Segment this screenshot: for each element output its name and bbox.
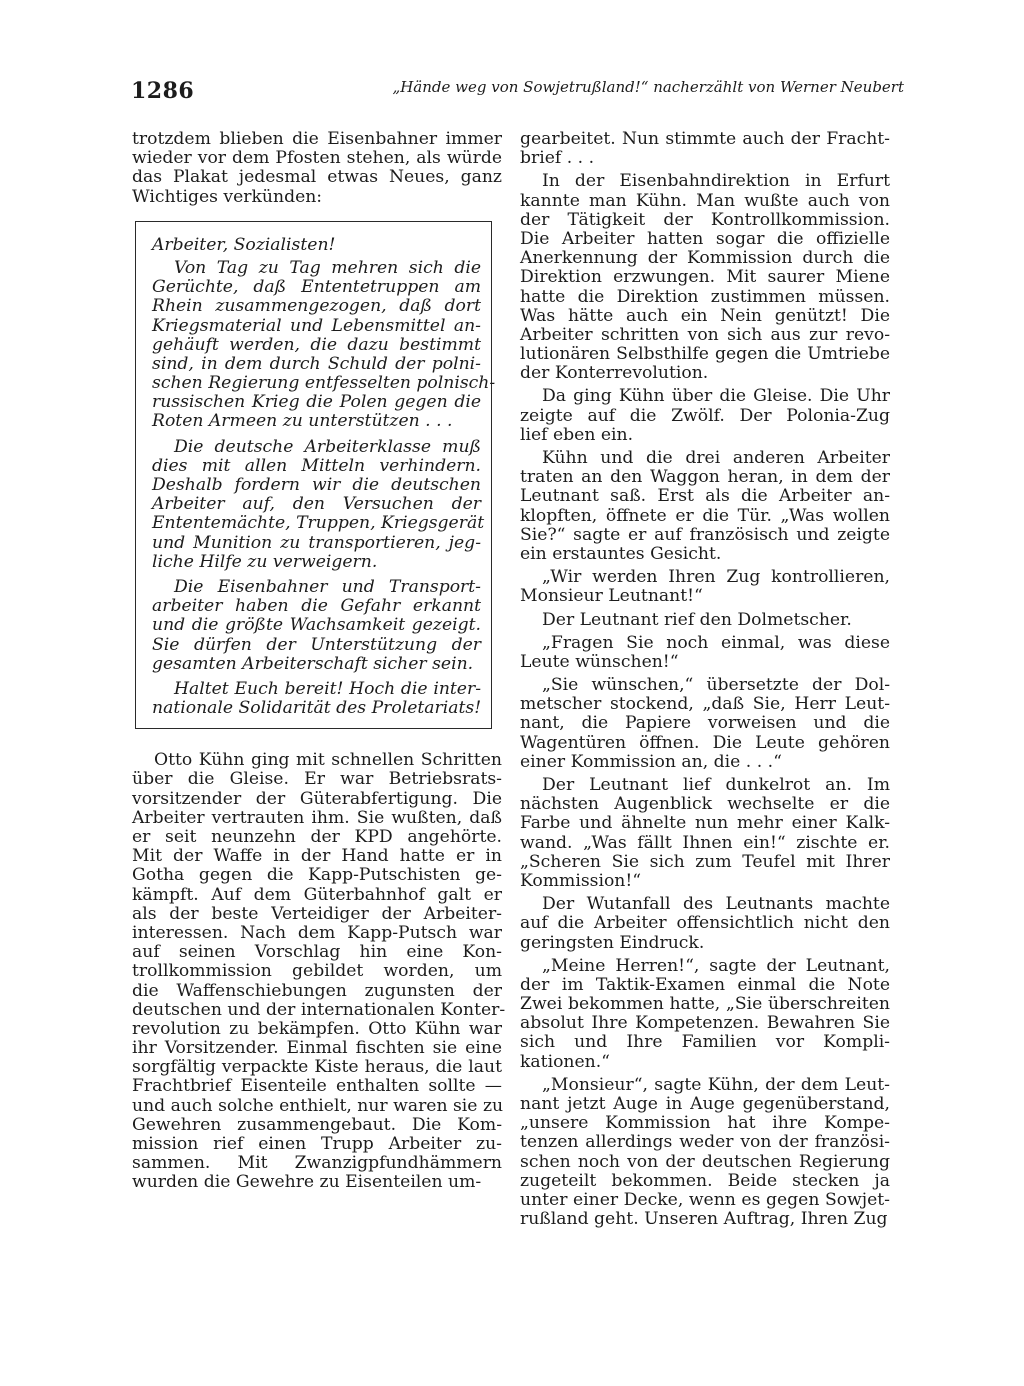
text-line: Kommission!“ xyxy=(520,870,642,891)
text-line: der Konterrevolution. xyxy=(520,363,709,384)
text-line: Deshalb fordern wir die deutschen xyxy=(152,475,481,495)
text-line: einer Kommission an, die . . .“ xyxy=(520,751,782,772)
text-line: „Meine Herren!“, sagte der Leutnant, xyxy=(542,955,890,976)
body-paragraph xyxy=(520,776,890,891)
text-line: nächsten Augenblick wechselte er die xyxy=(520,794,890,815)
text-line: wand. „Was fällt Ihnen ein!“ zischte er. xyxy=(520,832,890,853)
text-line: über die Gleise. Er war Betriebsrats- xyxy=(132,769,502,790)
left-column xyxy=(132,129,506,1193)
text-line: zeigte auf die Zwölf. Der Polonia-Zug xyxy=(520,405,890,426)
text-line: Sie dürfen der Unterstützung der xyxy=(152,634,481,655)
text-line: Roten Armeen zu unterstützen . . . xyxy=(152,411,453,432)
text-line: Zwei bekommen hatte, „Sie überschreiten xyxy=(520,994,890,1015)
proclamation-paragraph xyxy=(152,578,481,674)
body-paragraph xyxy=(520,957,890,1072)
text-line: Monsieur Leutnant!“ xyxy=(520,586,703,607)
text-line: wurden die Gewehre zu Eisenteilen um- xyxy=(132,1172,482,1193)
text-line: und Munition zu transportieren, jeg- xyxy=(152,532,481,553)
text-line: ein erstauntes Gesicht. xyxy=(520,543,722,564)
text-line: Da ging Kühn über die Gleise. Die Uhr xyxy=(542,386,890,407)
text-line: Gotha gegen die Kapp-Putschisten ge- xyxy=(132,865,502,886)
text-line: gehäuft werden, die dazu bestimmt xyxy=(152,334,481,355)
text-line: russischen Krieg die Polen gegen die xyxy=(152,392,481,413)
text-line: zugeteilt bekommen. Beide stecken ja xyxy=(520,1170,890,1191)
text-line: sammen. Mit Zwanzigpfundhämmern xyxy=(132,1153,502,1174)
text-line: nant, die Papiere vorweisen und die xyxy=(520,713,890,734)
text-line: brief . . . xyxy=(520,148,595,169)
body-paragraph xyxy=(520,676,890,772)
body-paragraph xyxy=(520,568,890,606)
body-paragraph xyxy=(520,449,890,564)
text-line: nationale Solidarität des Proletariats! xyxy=(152,698,482,719)
text-line: er seit neunzehn der KPD angehörte. xyxy=(132,827,502,847)
text-line: revolution zu bekämpfen. Otto Kühn war xyxy=(132,1018,502,1039)
text-line: trollkommission gebildet worden, um xyxy=(132,961,502,982)
text-line: tenzen allerdings weder von der französi- xyxy=(520,1132,890,1153)
text-line: dies mit allen Mitteln verhindern. xyxy=(152,455,481,476)
text-line: sich und Ihre Familien vor Kompli- xyxy=(520,1032,890,1053)
text-line: nant jetzt Auge in Auge gegenüberstand, xyxy=(520,1094,890,1114)
proclamation-heading: Arbeiter, Sozialisten! xyxy=(152,234,336,255)
text-line: metscher stockend, „daß Sie, Herr Leut- xyxy=(520,694,890,715)
text-line: der im Taktik-Examen einmal die Note xyxy=(520,974,890,995)
proclamation-paragraph xyxy=(152,257,496,432)
proclamation-paragraph xyxy=(152,680,481,718)
text-line: Frachtbrief Eisenteile enthalten sollte — xyxy=(132,1076,502,1097)
text-line: Rhein zusammengezogen, daß dort xyxy=(152,296,481,317)
text-line: „unsere Kommission hat ihre Kompe- xyxy=(520,1113,890,1134)
text-line: Der Leutnant rief den Dolmetscher. xyxy=(542,609,852,630)
right-column xyxy=(520,130,890,1229)
text-line: schen Regierung entfesselten polnisch- xyxy=(152,373,496,394)
body-paragraph xyxy=(520,611,890,630)
text-line: Farbe und ähnelte nun mehr einer Kalk- xyxy=(520,813,890,834)
text-line: trotzdem blieben die Eisenbahner immer xyxy=(132,129,502,149)
text-line: In der Eisenbahndirektion in Erfurt xyxy=(542,171,890,192)
text-line: Arbeiter schritten von sich aus zur revo- xyxy=(520,324,890,345)
text-line: unter einer Decke, wenn es gegen Sowjet- xyxy=(520,1189,890,1210)
text-line: Gerüchte, daß Ententetruppen am xyxy=(152,277,481,298)
text-line: Leute wünschen!“ xyxy=(520,651,679,672)
text-line: Kriegsmaterial und Lebensmittel an- xyxy=(152,315,481,336)
text-line: Anerkennung der Kommission durch die xyxy=(520,248,890,269)
text-line: ihr Vorsitzender. Einmal fischten sie eine xyxy=(132,1038,502,1059)
text-line: auf die Arbeiter offensichtlich nicht den xyxy=(520,913,890,934)
text-line: Otto Kühn ging mit schnellen Schritten xyxy=(154,750,502,771)
text-line: kämpft. Auf dem Güterbahnhof galt er xyxy=(132,884,502,905)
text-line: arbeiter haben die Gefahr erkannt xyxy=(152,596,481,617)
text-line: interessen. Nach dem Kapp-Putsch war xyxy=(132,922,502,943)
body-paragraph xyxy=(520,172,890,383)
proclamation-paragraph xyxy=(152,436,485,572)
text-line: Mit der Waffe in der Hand hatte er in xyxy=(132,846,502,867)
text-line: als der beste Verteidiger der Arbeiter- xyxy=(132,903,502,924)
text-line: lief eben ein. xyxy=(520,424,634,445)
text-line: liche Hilfe zu verweigern. xyxy=(152,551,378,572)
body-paragraph xyxy=(520,895,890,953)
text-line: Die Eisenbahner und Transport- xyxy=(174,576,481,597)
text-line: schen noch von der deutschen Regierung xyxy=(520,1151,890,1172)
text-line: „Fragen Sie noch einmal, was diese xyxy=(542,632,890,653)
text-line: gesamten Arbeiterschaft sicher sein. xyxy=(152,653,474,674)
text-line: Haltet Euch bereit! Hoch die inter- xyxy=(174,678,481,699)
text-line: sorgfältig verpackte Kiste heraus, die laut xyxy=(132,1057,502,1078)
text-line: wieder vor dem Pfosten stehen, als würde xyxy=(132,148,502,169)
text-line: „Sie wünschen,“ übersetzte der Dol- xyxy=(542,675,890,696)
otto-kuehn-paragraph xyxy=(132,750,506,1193)
text-line: Wichtiges verkünden: xyxy=(132,186,323,207)
body-paragraph xyxy=(520,1076,890,1230)
text-line: Arbeiter vertrauten ihm. Sie wußten, daß xyxy=(132,807,502,828)
text-line: sind, in dem durch Schuld der polni- xyxy=(152,353,481,374)
text-line: Leutnant saß. Erst als die Arbeiter an- xyxy=(520,486,890,507)
text-line: „Scheren Sie sich zum Teufel mit Ihrer xyxy=(520,851,890,872)
text-line: die Waffenschiebungen zugunsten der xyxy=(132,980,502,1001)
text-line: „Wir werden Ihren Zug kontrollieren, xyxy=(542,567,890,588)
text-line: kationen.“ xyxy=(520,1051,610,1072)
text-line: gearbeitet. Nun stimmte auch der Fracht- xyxy=(520,129,890,149)
text-line: auf seinen Vorschlag hin eine Kon- xyxy=(132,942,502,963)
text-line: lutionären Selbsthilfe gegen die Umtriebe xyxy=(520,344,890,365)
body-paragraph xyxy=(520,130,890,168)
text-line: das Plakat jedesmal etwas Neues, ganz xyxy=(132,167,502,188)
text-line: Direktion erzwungen. Mit saurer Miene xyxy=(520,267,890,288)
text-line: Die deutsche Arbeiterklasse muß xyxy=(174,436,481,457)
text-line: deutschen und der internationalen Konter- xyxy=(132,999,506,1020)
body-paragraph xyxy=(520,634,890,672)
text-line: Wagentüren öffnen. Die Leute gehören xyxy=(520,732,890,753)
text-line: Arbeiter auf, den Versuchen der xyxy=(152,494,481,515)
text-line: Gewehren zusammengebaut. Die Kom- xyxy=(132,1114,502,1135)
text-line: vorsitzender der Güterabfertigung. Die xyxy=(132,788,502,809)
text-line: Sie?“ sagte er auf französisch und zeigte xyxy=(520,524,890,545)
intro-paragraph xyxy=(132,130,502,207)
text-line: kannte man Kühn. Man wußte auch von xyxy=(520,190,890,211)
text-line: traten an den Waggon heran, in dem der xyxy=(520,467,890,488)
text-line: Ententemächte, Truppen, Kriegsgerät xyxy=(152,513,485,534)
text-line: Kühn und die drei anderen Arbeiter xyxy=(542,448,890,468)
text-line: geringsten Eindruck. xyxy=(520,932,705,953)
page-number: 1286 xyxy=(131,78,195,104)
text-line: und die größte Wachsamkeit gezeigt. xyxy=(152,615,481,636)
text-line: Der Wutanfall des Leutnants machte xyxy=(542,894,890,915)
text-line: „Monsieur“, sagte Kühn, der dem Leut- xyxy=(542,1074,890,1095)
proclamation-box xyxy=(135,221,496,730)
text-line: absolut Ihre Kompetenzen. Bewahren Sie xyxy=(520,1013,890,1034)
text-line: rußland geht. Unseren Auftrag, Ihren Zug xyxy=(520,1209,888,1230)
text-line: und auch solche enthielt, nur waren sie zu xyxy=(132,1095,504,1116)
text-line: Die Arbeiter hatten sogar die offizielle xyxy=(520,228,890,249)
text-line: hatte die Direktion zustimmen müssen. xyxy=(520,286,890,307)
text-line: Der Leutnant lief dunkelrot an. Im xyxy=(542,775,890,795)
text-line: mission rief einen Trupp Arbeiter zu- xyxy=(132,1134,502,1154)
text-line: klopften, öffnete er die Tür. „Was wollen xyxy=(520,505,890,526)
running-head: „Hände weg von Sowjetrußland!“ nacherzählt von Werner Neubert xyxy=(392,78,904,96)
text-line: der Tätigkeit der Kontrollkommission. xyxy=(520,209,890,230)
text-line: Von Tag zu Tag mehren sich die xyxy=(174,257,481,278)
body-paragraph xyxy=(520,387,890,445)
text-line: Was hätte auch ein Nein genützt! Die xyxy=(520,305,890,326)
